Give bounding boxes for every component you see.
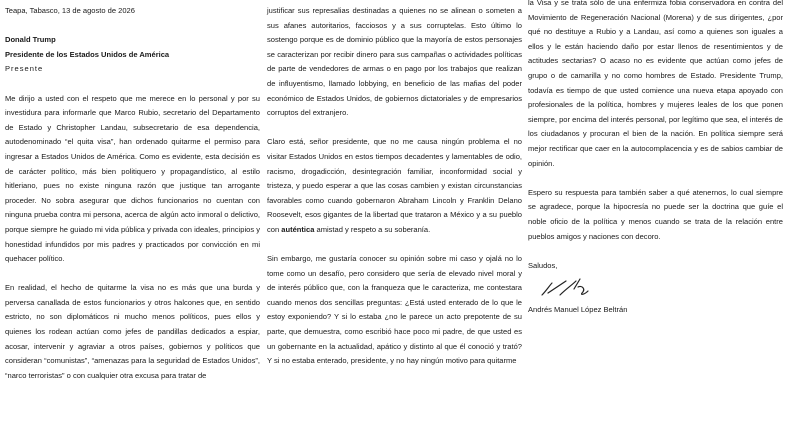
paragraph-response: Espero su respuesta para también saber a qué atenernos, lo cual siempre se agradece, porque la hipocresía no puede ser la doctrina que guíe el noble oficio de la política y menos cuando se trata de la relación entre pueblos amigos y naciones con decoro. (528, 187, 783, 241)
paragraph-visa: la Visa y se trata sólo de una enfermiza fobia conservadora en contra del Movimiento de Regeneración Nacional (Morena) y de sus dirigentes, ¿por qué no destituye a Rubio y a Landau, así como a quienes son iguales a ellos y le están haciendo daño por estar llenos de resentimientos y de actitudes sectarias? O acaso no es evidente que actúan como jefes de grupo o de camarilla y no como hombres de Estado. Presidente Trump, todavía es tiempo de que usted comience una nueva etapa apoyado con profesionales de la política, hombres y mujeres leales de los que ponen siempre, por encima del interés personal, por legítimo que sea, el interés de los ciudadanos y procuran el bien de la nación. En política siempre será mejor rectificar que caer en la autocomplacencia y es de sabios cambiar de opinión. (528, 0, 783, 168)
letter-column-3 (528, 0, 783, 318)
letter-column-1 (5, 4, 260, 383)
paragraph-reality: En realidad, el hecho de quitarme la visa no es más que una burda y perversa canallada de estos funcionarios y otros halcones que, en sentido estricto, no son diplomáticos ni mucho menos políticos, pues ellos y quienes los rodean actúan como jefes de pandillas dedicados a espiar, acosar, intervenir y agraviar a otros países, gobiernos y políticos que consideran “comunistas”, “amenazas para la seguridad de Estados Unidos”, “narco terroristas” o con cualquier otra excusa para tratar de (5, 283, 260, 380)
paragraph-intro: Me dirijo a usted con el respeto que me merece en lo personal y por su investidura para informarle que Marco Rubio, secretario del Departamento de Estado y Christopher Landau, subsecretario de esa dependencia, autodenominado “el quita visa”, han ordenado quitarme el permiso para ingresar a Estados Unidos de América. Como es evidente, esta decisión es de carácter político, más bien politiquero y propagandístico, al estilo hitleriano, pues no existe ninguna razón que justique tan arrogante proceder. No sobra asegurar que dichos funcionarios no cuentan con ninguna prueba contra mi persona, acerca de algún acto inmoral o delictivo, porque siempre he guiado mi vida pública y privada con ideales, principios y honestidad infundidos por mis padres y practicados por convicción en mi quehacer político. (5, 93, 260, 264)
letter-column-2 (267, 4, 522, 369)
addressee-name: Donald Trump (5, 35, 56, 45)
addressee-block (5, 33, 260, 77)
signer-name: Andrés Manuel López Beltrán (528, 305, 628, 315)
paragraph-justify: justificar sus represalias destinadas a quienes no se alinean o someten a sus afanes autoritarios, facciosos y a sus corruptelas. Esto último lo sostengo porque es de dominio público que la mayoría de estos personajes se caracterizan por recibir dinero para sus campañas o actividades políticas de parte de vendedores de armas o en pago por los trabajos que realizan de influyentismo, llamado lobbying, en beneficio de las mafias del poder económico de Estados Unidos, de gobiernos dictatoriales y de empresarios corruptos del extranjero. (267, 6, 522, 118)
paragraph-claro-text: Claro está, señor presidente, que no me causa ningún problema el no visitar Estados Unidos en estos tiempos decadentes y lamentables de odio, racismo, drogadicción, desintegración familiar, inconformidad social y tristeza, y puedo esperar a que las cosas cambien y existan circunstancias favorables como cuando gobernaron Abraham Lincoln y Franklin Delano Roosevelt, esos gigantes de la libertad que trataron a México y a su pueblo con (267, 137, 522, 234)
paragraph-claro-end: amistad y respeto a su soberanía. (314, 224, 431, 234)
closing-salutation: Saludos, (528, 260, 558, 270)
paragraph-questions: Sin embargo, me gustaría conocer su opinión sobre mi caso y ojalá no lo tome como un desafío, pero considero que sería de elevado nivel moral y de interés público que, con la franqueza que le caracteriza, me contestara cuando menos dos sencillas preguntas: ¿Está usted enterado de lo que le estoy exponiendo? Y si lo estaba ¿no le parece un acto prepotente de su parte, que demuestra, como escribió hace poco mi padre, de que usted es un gobernante en la actualidad, apático y distinto al que él conoció y trató? Y si no estaba enterado, presidente, y no hay ningún motivo para quitarme (267, 254, 522, 366)
addressee-title: Presidente de los Estados Unidos de América (5, 49, 170, 59)
place-date: Teapa, Tabasco, 13 de agosto de 2026 (5, 6, 135, 15)
emphasis-autentica: auténtica (281, 224, 315, 234)
handwritten-signature (528, 273, 783, 303)
paragraph-claro (267, 135, 522, 237)
presente-line: Presente (5, 64, 44, 74)
